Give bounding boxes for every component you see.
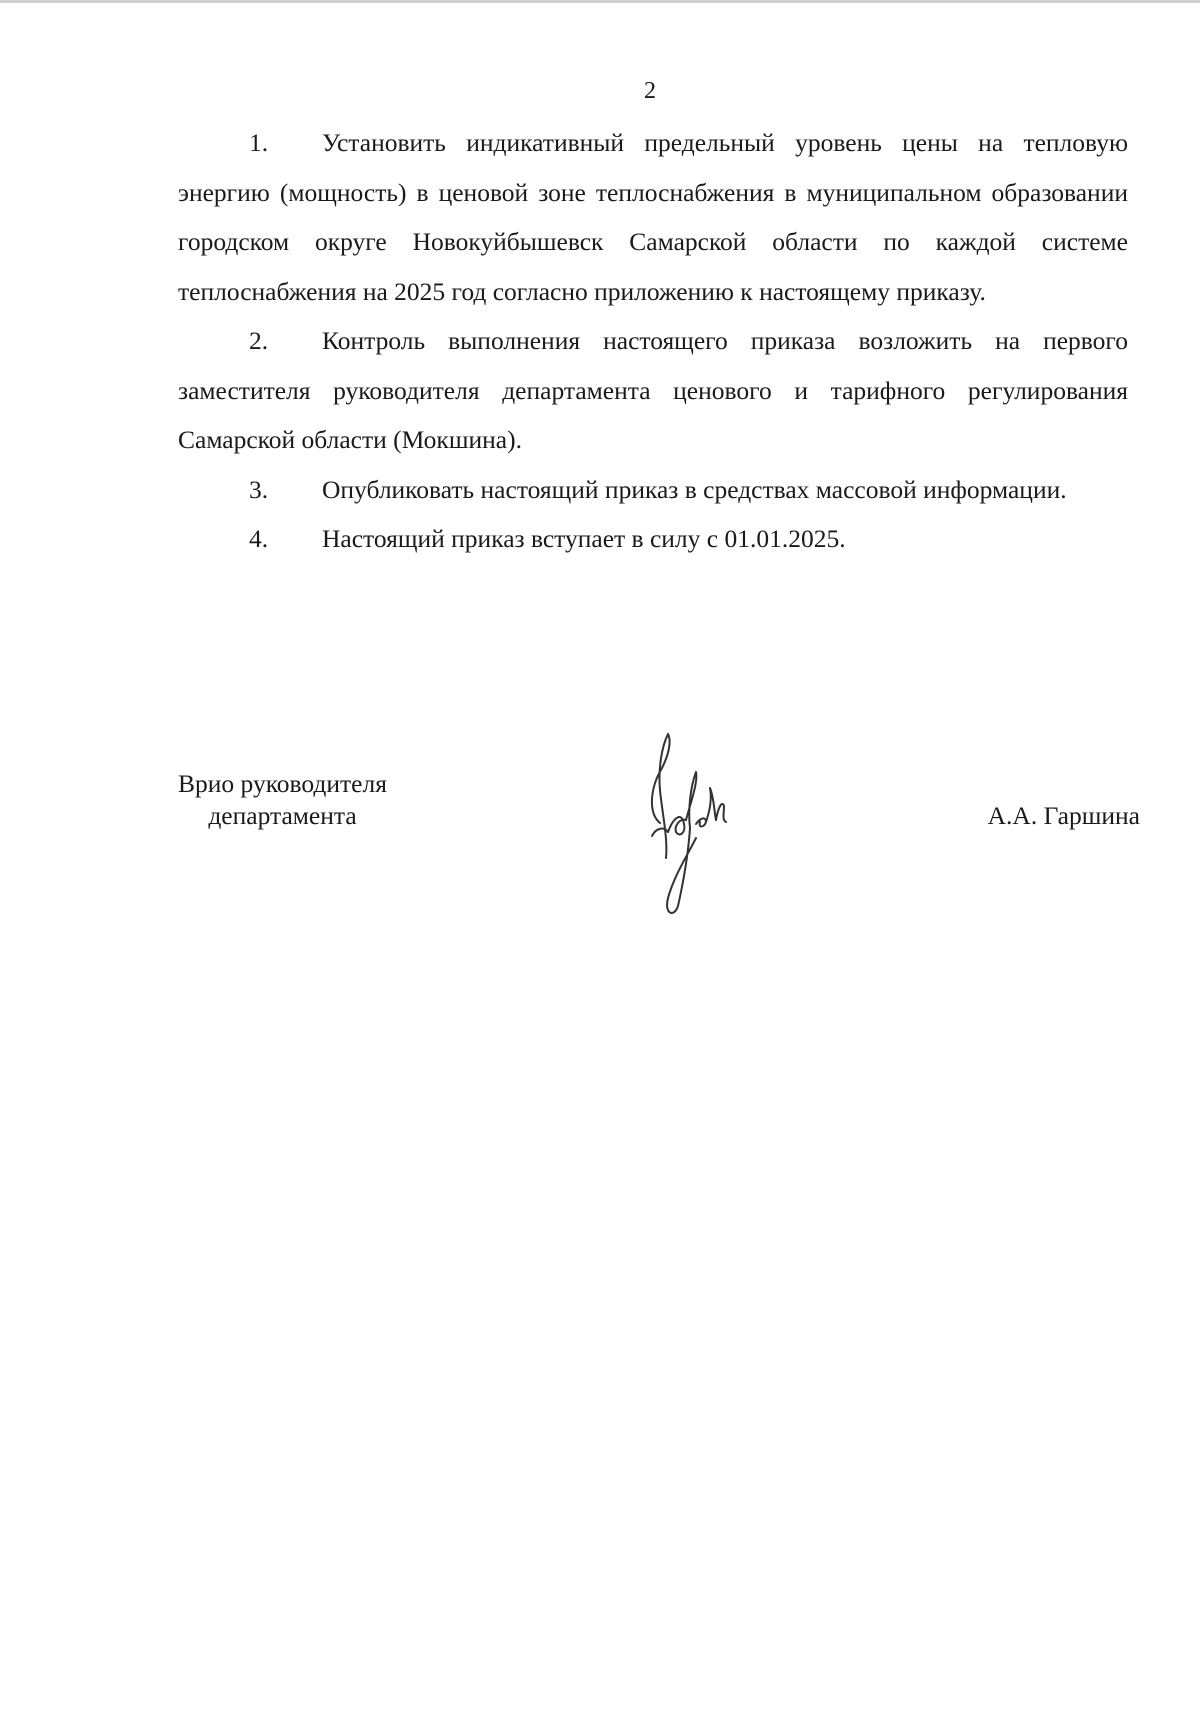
document-body	[178, 118, 1128, 564]
paragraph-2	[178, 316, 1128, 465]
paragraph-number: 4.	[249, 524, 269, 553]
signatory-name: А.А. Гаршина	[987, 801, 1140, 830]
paragraph-number: 1.	[249, 128, 269, 157]
signatory-title	[178, 768, 387, 832]
handwritten-signature	[638, 728, 748, 918]
paragraph-3	[178, 465, 1128, 515]
signatory-title-line-1: Врио руководителя	[178, 769, 387, 798]
paragraph-1	[178, 118, 1128, 316]
paragraph-text: Контроль выполнения настоящего приказа возложить на первого заместителя руководителя департамента ценового и тарифного регулирования Самарской области (Мокшина).	[178, 326, 1128, 454]
paragraph-text: Опубликовать настоящий приказ в средствах массовой информации.	[322, 474, 1067, 504]
signature-block	[178, 768, 1140, 938]
paragraph-number: 2.	[249, 326, 269, 355]
paragraph-4	[178, 514, 1128, 564]
paragraph-text: Установить индикативный предельный уровень цены на тепловую энергию (мощность) в ценовой зоне теплоснабжения в муниципальном образовании городском округе Новокуйбышевск Самарской области по каждой системе теплоснабжения на 2025 год согласно приложению к настоящему приказу.	[178, 128, 1128, 306]
paragraph-text: Настоящий приказ вступает в силу с 01.01.2025.	[322, 524, 846, 553]
scan-edge-line	[0, 0, 1200, 3]
paragraph-number: 3.	[249, 474, 269, 504]
page-number: 2	[644, 78, 656, 104]
signatory-title-line-2: департамента	[208, 801, 357, 830]
